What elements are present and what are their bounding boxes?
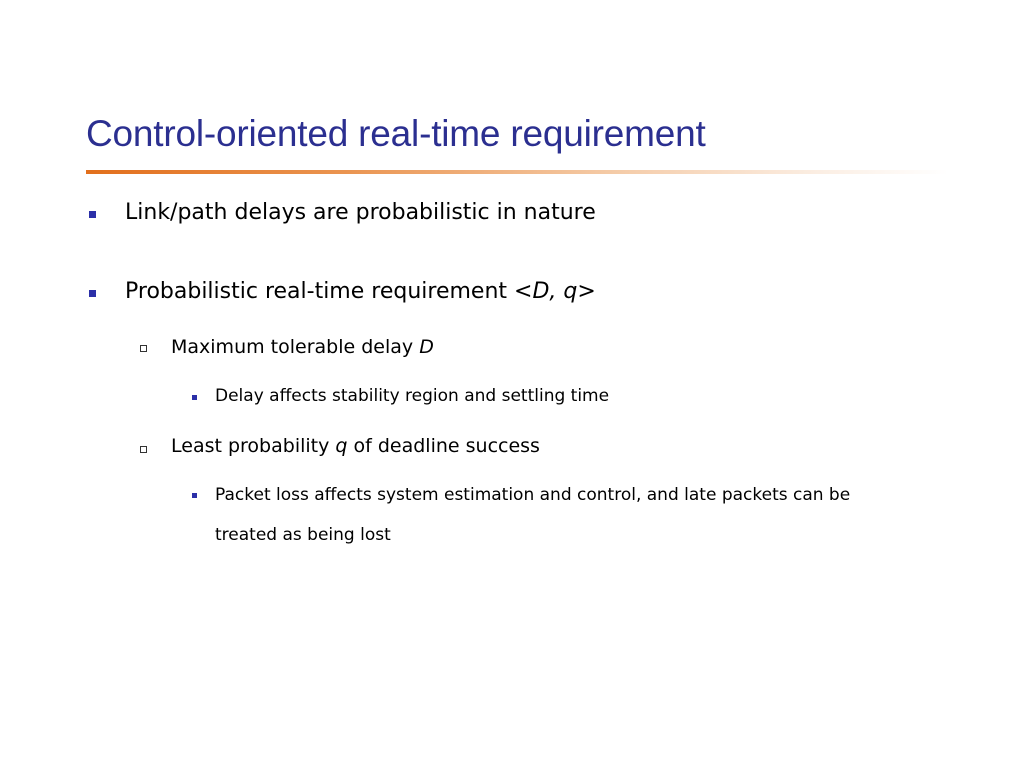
sub-sub-bullet-text: Delay affects stability region and settling time [215,386,610,406]
math-variable: q [335,435,348,457]
sub-sub-bullet-item [215,376,609,416]
bullet-text-suffix: > [577,279,596,304]
bullet-square-icon [89,290,96,297]
bullet-item [125,277,596,307]
bullet-square-icon [192,493,197,498]
sub-bullet-text: Maximum tolerable delay [171,336,420,358]
hollow-square-bullet-icon [140,446,147,453]
hollow-square-bullet-icon [140,345,147,352]
sub-sub-bullet-line: Packet loss affects system estimation and control, and late packets can be [215,485,851,505]
title-divider [86,170,948,174]
sub-bullet-item [171,433,540,459]
slide-title: Control-oriented real-time requirement [86,113,706,154]
sub-bullet-item [171,334,434,360]
sub-sub-bullet-item [215,475,850,555]
sub-bullet-text-suffix: of deadline success [347,435,540,457]
bullet-text: Link/path delays are probabilistic in nature [125,200,596,225]
sub-bullet-text: Least probability [171,435,336,457]
bullet-square-icon [192,395,197,400]
bullet-item [125,198,596,228]
sub-sub-bullet-line: treated as being lost [215,525,391,545]
math-variable: D [419,336,434,358]
bullet-text: Probabilistic real-time requirement < [125,279,533,304]
bullet-square-icon [89,211,96,218]
math-variables: D, q [532,279,578,304]
